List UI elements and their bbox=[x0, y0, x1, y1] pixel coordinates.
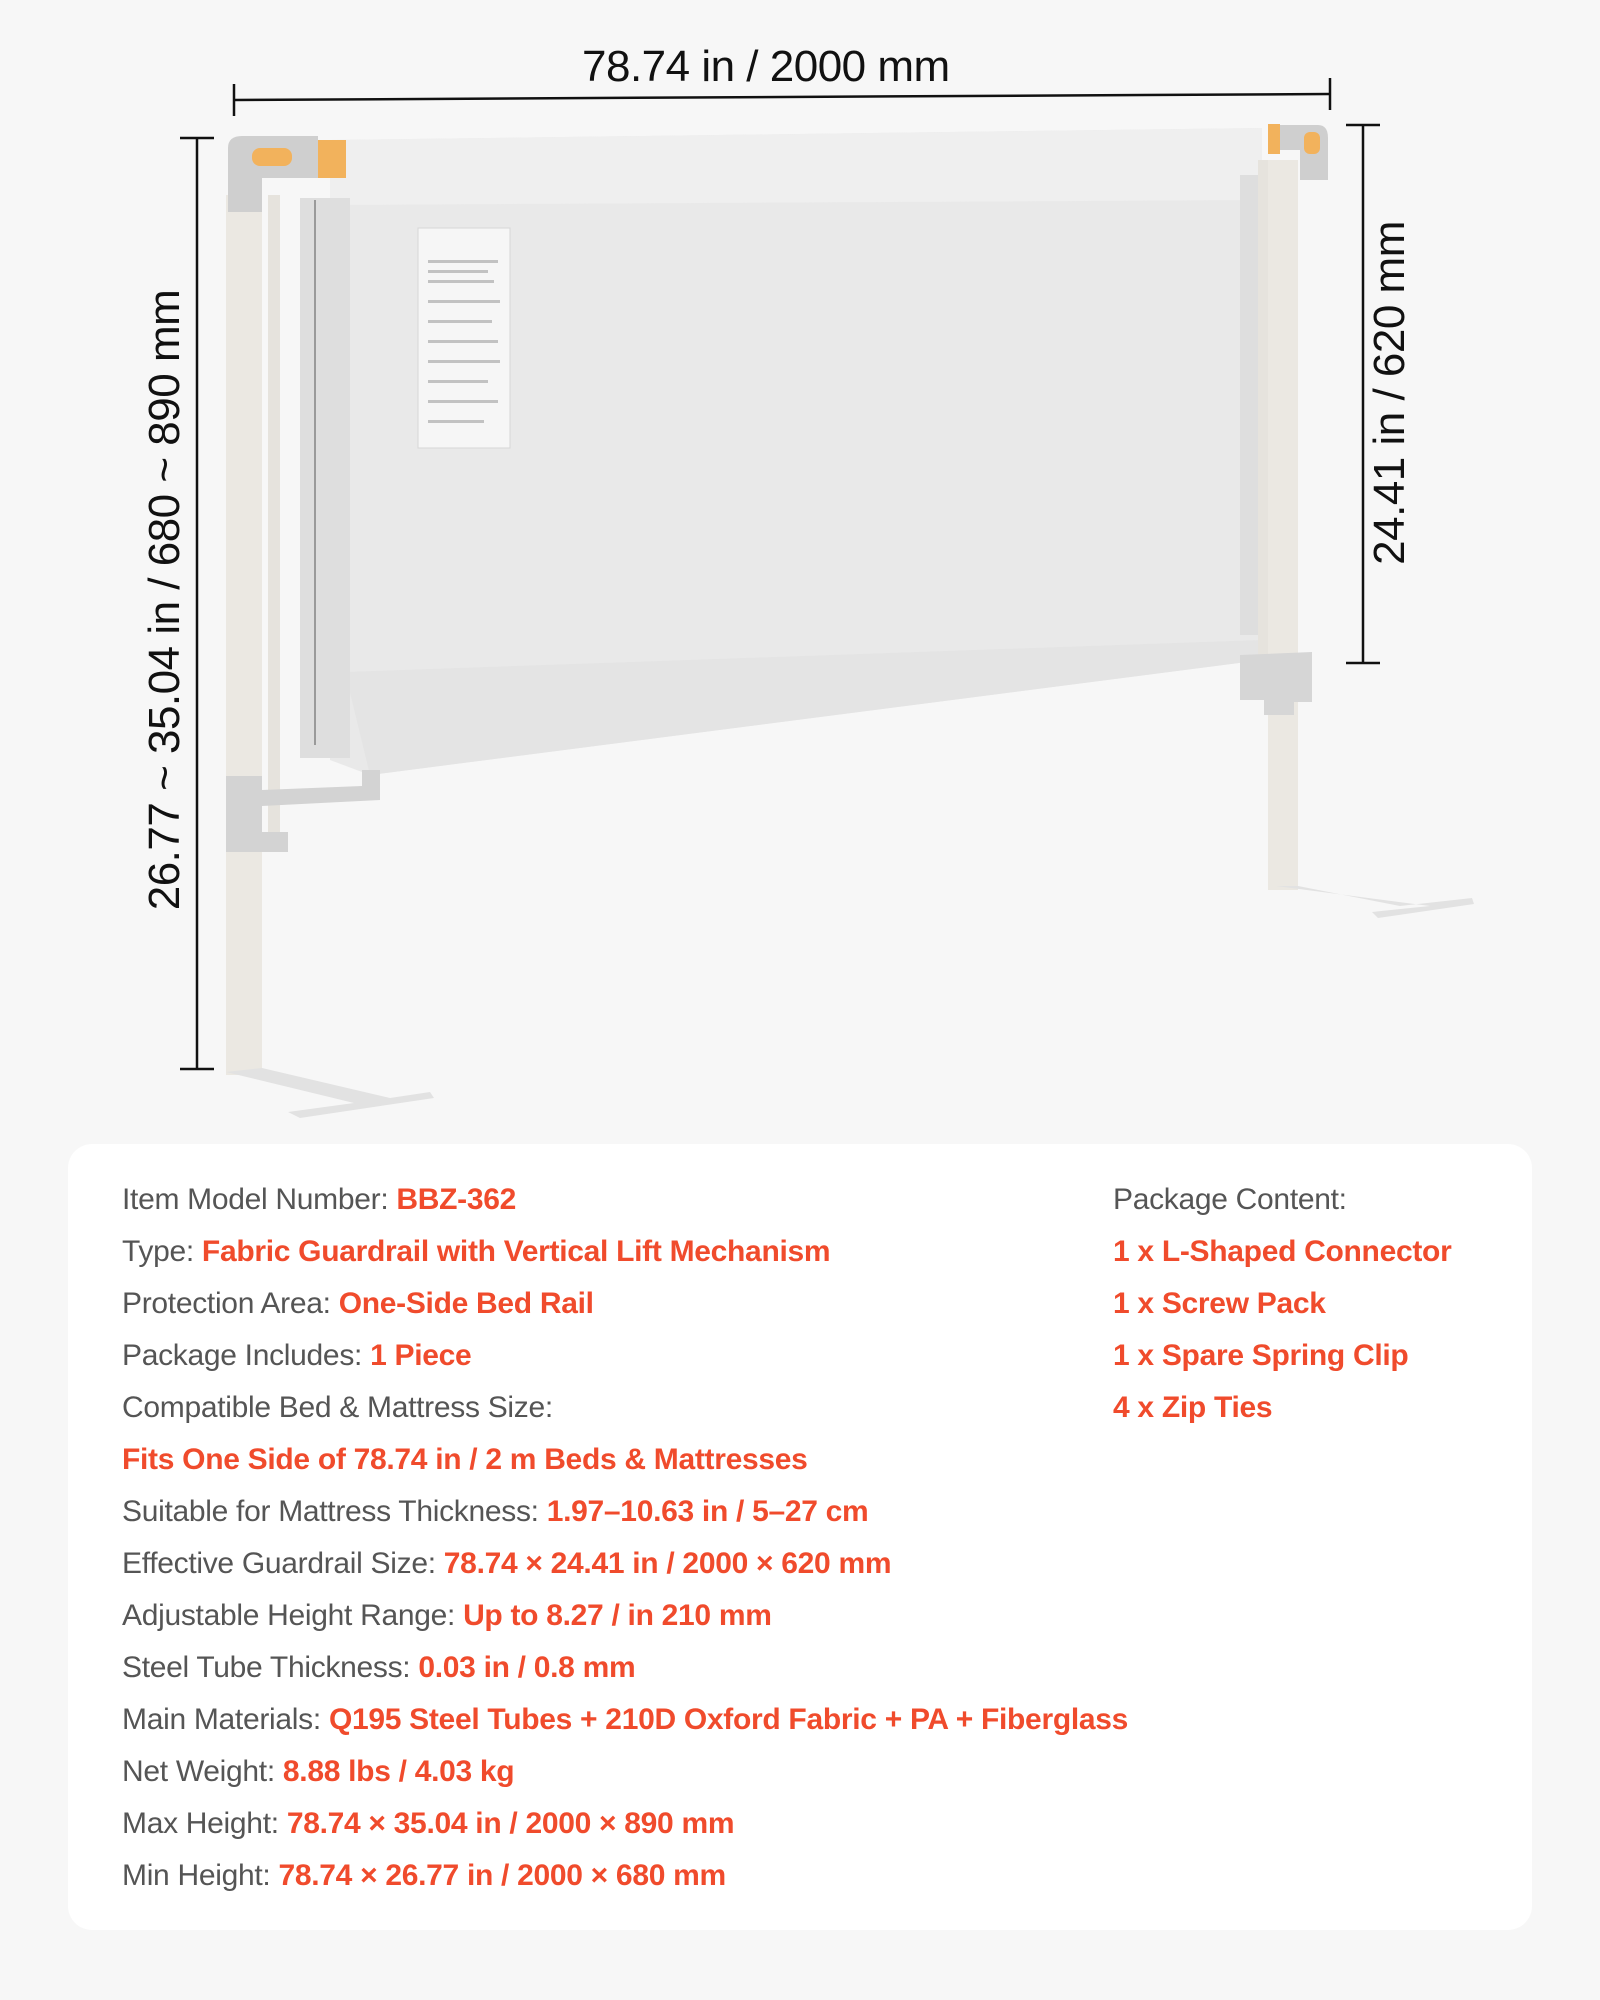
spec-adjustable-height bbox=[122, 1590, 1122, 1642]
spec-label: Protection Area: bbox=[122, 1287, 339, 1320]
spec-value: Q195 Steel Tubes + 210D Oxford Fabric + PA + Fiberglass bbox=[328, 1703, 1129, 1736]
width-dimension-label: 78.74 in / 2000 mm bbox=[582, 42, 950, 91]
spec-compatible-size-value-row bbox=[122, 1434, 1122, 1486]
spec-value: 1 Piece bbox=[370, 1339, 472, 1372]
package-item: 1 x Spare Spring Clip bbox=[1113, 1339, 1409, 1372]
spec-value: 8.88 lbs / 4.03 kg bbox=[282, 1755, 515, 1788]
spec-label: Item Model Number: bbox=[122, 1183, 397, 1216]
spec-protection-area bbox=[122, 1278, 1122, 1330]
spec-value: Fabric Guardrail with Vertical Lift Mechanism bbox=[201, 1235, 831, 1268]
spec-label: Max Height: bbox=[122, 1807, 287, 1840]
spec-label: Adjustable Height Range: bbox=[122, 1599, 464, 1632]
spec-label: Type: bbox=[122, 1235, 202, 1268]
spec-materials bbox=[122, 1694, 1129, 1746]
spec-value: Fits One Side of 78.74 in / 2 m Beds & Mattresses bbox=[122, 1443, 808, 1476]
spec-value: One-Side Bed Rail bbox=[338, 1287, 594, 1320]
spec-label: Steel Tube Thickness: bbox=[122, 1651, 419, 1684]
package-item: 1 x L-Shaped Connector bbox=[1113, 1235, 1452, 1268]
spec-list bbox=[122, 1174, 1129, 1902]
spec-tube-thickness bbox=[122, 1642, 1122, 1694]
package-item: 4 x Zip Ties bbox=[1113, 1391, 1273, 1424]
spec-net-weight bbox=[122, 1746, 1122, 1798]
spec-label: Compatible Bed & Mattress Size: bbox=[122, 1391, 553, 1424]
spec-label: Package Includes: bbox=[122, 1339, 371, 1372]
spec-compatible-size-label-row bbox=[122, 1382, 1122, 1434]
spec-label: Min Height: bbox=[122, 1859, 279, 1892]
package-content-title: Package Content: bbox=[1113, 1183, 1347, 1216]
spec-label: Suitable for Mattress Thickness: bbox=[122, 1495, 547, 1528]
spec-label: Effective Guardrail Size: bbox=[122, 1547, 444, 1580]
spec-package-includes bbox=[122, 1330, 1122, 1382]
spec-value: 0.03 in / 0.8 mm bbox=[418, 1651, 636, 1684]
spec-value: Up to 8.27 / in 210 mm bbox=[463, 1599, 772, 1632]
spec-value: 78.74 × 26.77 in / 2000 × 680 mm bbox=[278, 1859, 726, 1892]
package-item: 1 x Screw Pack bbox=[1113, 1287, 1326, 1320]
package-content bbox=[1113, 1174, 1513, 1434]
spec-model bbox=[122, 1174, 1122, 1226]
spec-effective-size bbox=[122, 1538, 1122, 1590]
spec-value: 1.97–10.63 in / 5–27 cm bbox=[546, 1495, 869, 1528]
spec-mattress-thickness bbox=[122, 1486, 1122, 1538]
spec-value: 78.74 × 24.41 in / 2000 × 620 mm bbox=[443, 1547, 892, 1580]
spec-value: 78.74 × 35.04 in / 2000 × 890 mm bbox=[286, 1807, 735, 1840]
spec-max-height bbox=[122, 1798, 1122, 1850]
spec-value: BBZ-362 bbox=[396, 1183, 517, 1216]
spec-min-height bbox=[122, 1850, 1122, 1902]
guardrail-height-dimension-label: 24.41 in / 620 mm bbox=[1365, 221, 1414, 565]
spec-label: Net Weight: bbox=[122, 1755, 283, 1788]
spec-type bbox=[122, 1226, 1122, 1278]
spec-label: Main Materials: bbox=[122, 1703, 329, 1736]
total-height-dimension-label: 26.77 ~ 35.04 in / 680 ~ 890 mm bbox=[140, 289, 189, 911]
spec-card bbox=[68, 1144, 1532, 1930]
